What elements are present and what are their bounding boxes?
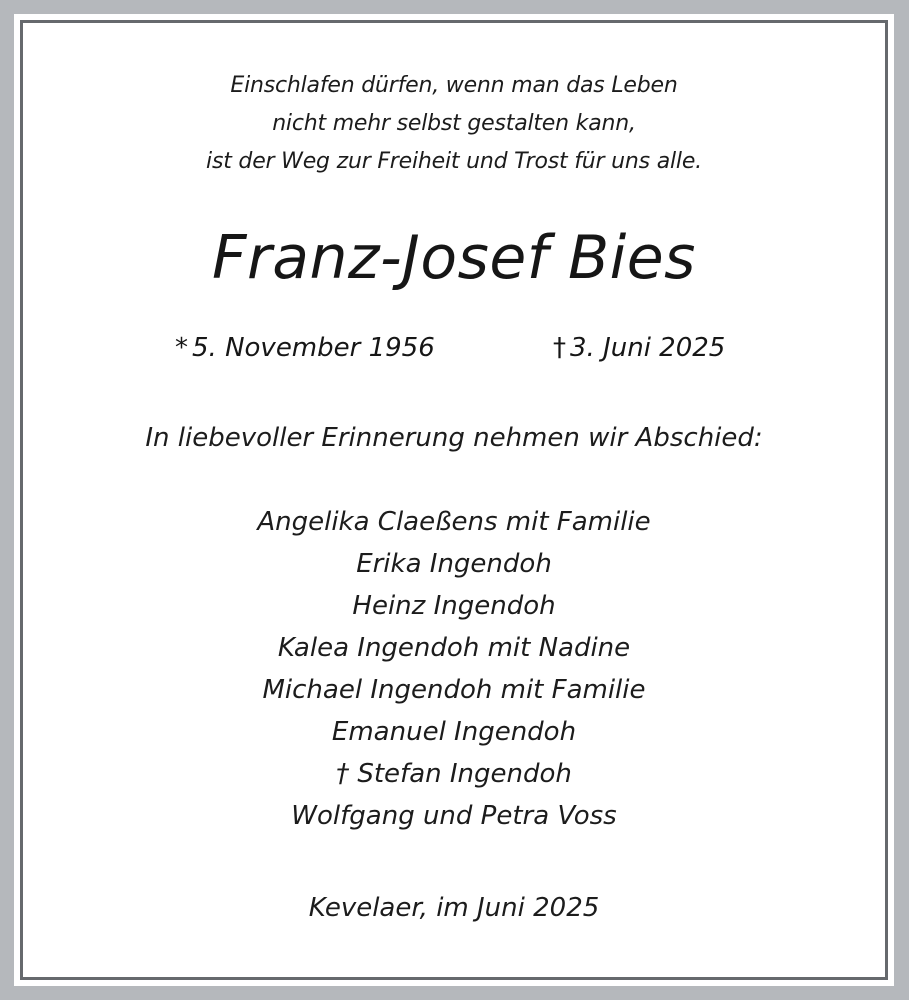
notice-frame <box>20 20 888 980</box>
death-date <box>553 333 725 363</box>
obituary-notice <box>23 23 885 977</box>
place-and-date: Kevelaer, im Juni 2025 <box>308 893 600 923</box>
motto-line-2: nicht mehr selbst gestalten kann, <box>272 111 636 136</box>
birth-date-text: 5. November 1956 <box>192 333 435 363</box>
motto-line-1: Einschlafen dürfen, wenn man das Leben <box>230 73 678 98</box>
birth-date <box>175 333 435 363</box>
mourner-item: Emanuel Ingendoh <box>331 717 577 747</box>
mourner-item: Heinz Ingendoh <box>352 591 556 621</box>
birth-star-icon: * <box>175 333 188 363</box>
mourner-item: † Stefan Ingendoh <box>336 759 572 789</box>
mourner-item: Wolfgang und Petra Voss <box>291 801 617 831</box>
deceased-name: Franz-Josef Bies <box>212 223 696 293</box>
motto-line-3: ist der Weg zur Freiheit und Trost für uns alle. <box>206 149 702 174</box>
mat-background <box>14 14 894 986</box>
farewell-line: In liebevoller Erinnerung nehmen wir Abschied: <box>145 423 763 453</box>
death-date-text: 3. Juni 2025 <box>570 333 726 363</box>
mourner-item: Kalea Ingendoh mit Nadine <box>277 633 631 663</box>
mourner-item: Michael Ingendoh mit Familie <box>262 675 646 705</box>
death-dagger-icon: † <box>553 333 566 363</box>
mourner-item: Angelika Claeßens mit Familie <box>257 507 651 537</box>
mourner-item: Erika Ingendoh <box>356 549 552 579</box>
